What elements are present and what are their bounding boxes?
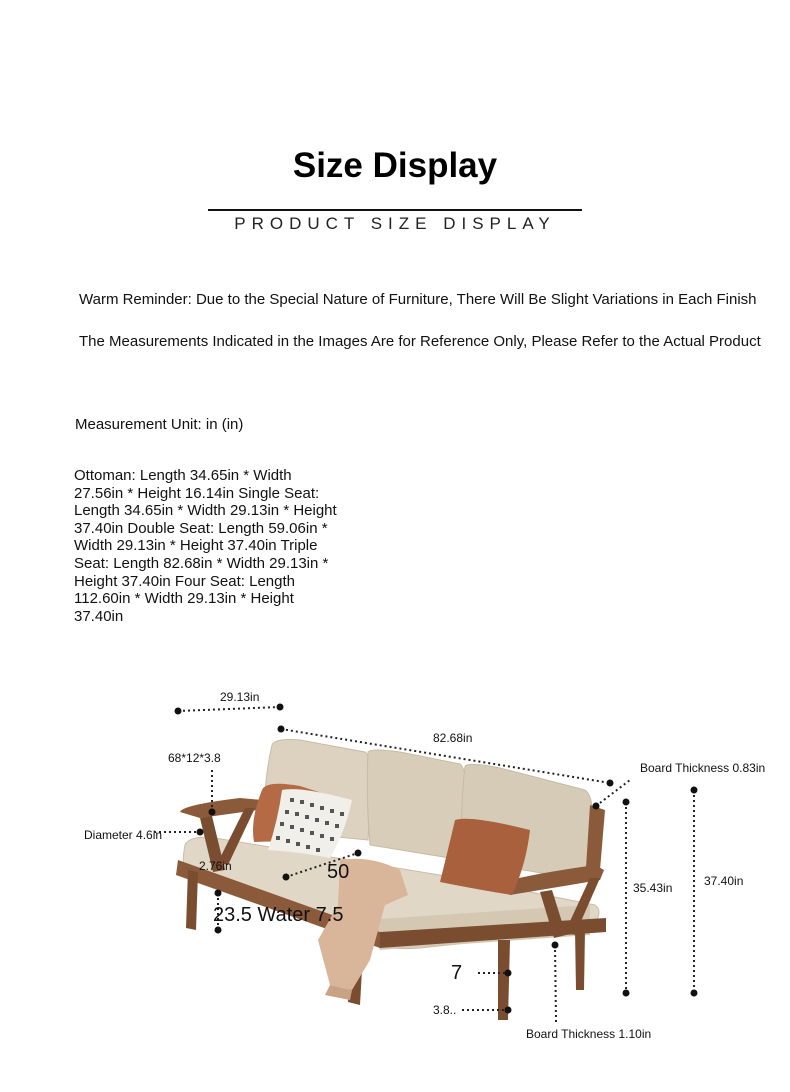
total-height-label: 37.40in (704, 874, 744, 888)
cushion-label: 2.76in (199, 859, 232, 873)
measurement-unit: Measurement Unit: in (in) (75, 416, 244, 433)
leg-label: 7 (451, 962, 463, 984)
armrest-label: 68*12*3.8 (168, 751, 221, 765)
sofa-illustration (176, 740, 606, 1020)
depth-label: 29.13in (220, 690, 260, 704)
reminder-line-2: The Measurements Indicated in the Images Are for Reference Only, Please Refer to the Actual Product (79, 333, 761, 350)
board-thickness-bottom-label: Board Thickness 1.10in (526, 1027, 652, 1041)
title-divider (208, 209, 582, 211)
frame-label: 23.5 Water 7.5 (213, 904, 344, 926)
seat-height-label: 35.43in (633, 881, 673, 895)
reminder-line-1: Warm Reminder: Due to the Special Nature of Furniture, There Will Be Slight Variations in Each Finish (79, 291, 757, 308)
board-thickness-top-label: Board Thickness 0.83in (640, 761, 766, 775)
seat-depth-label: 50 (327, 861, 350, 883)
length-label: 82.68in (433, 731, 473, 745)
leg-small-label: 3.8.. (433, 1003, 457, 1017)
diameter-label: Diameter 4.6in (84, 828, 163, 842)
size-list: Ottoman: Length 34.65in * Width 27.56in * Height 16.14in Single Seat: Length 34.65in * Width 29.13in * Height 37.40in Double Seat: Length 59.06in * Width 29.13in * Height 37.40in Triple Seat: Length 82.68in * Width 29.13in * Height 37.40in Four Seat: Length 112.60in * Width 29.13in * Height 37.40in (74, 467, 337, 625)
page-subtitle: PRODUCT SIZE DISPLAY (234, 214, 556, 233)
sofa-dimension-diagram (0, 670, 790, 1090)
page-title: Size Display (292, 146, 498, 185)
